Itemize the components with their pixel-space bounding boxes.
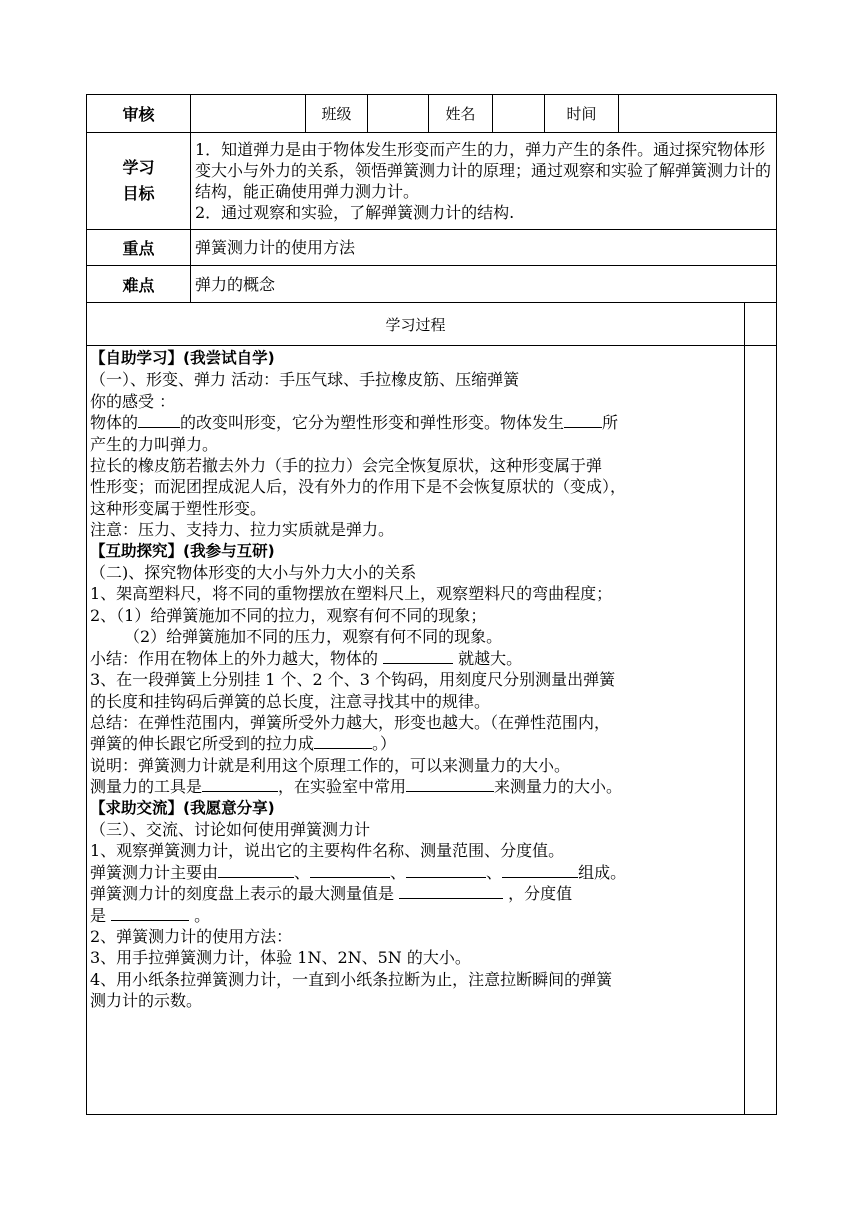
objectives-label-line2: 目标 [122,184,155,203]
self-study-line-2: 你的感受 ： [90,391,176,411]
explore-heading: 【互助探究】(我参与互研) [90,541,275,560]
key-point-text: 弹簧测力计的使用方法 [191,230,777,266]
text: 就越大。 [453,648,523,668]
time-field[interactable] [619,95,777,133]
class-label: 班级 [306,95,368,133]
share-line-8: 4、用小纸条拉弹簧测力计，一直到小纸条拉断为止，注意拉断瞬间的弹簧 [90,969,613,989]
process-body [87,346,745,1115]
blank-deformation-size[interactable] [383,648,453,664]
explore-line-11 [90,776,741,797]
self-study-line-7: 这种形变属于塑性形变。 [90,498,267,518]
explore-line-8: 总结：在弹性范围内，弹簧所受外力越大，形变也越大。（在弹性范围内， [90,712,611,732]
self-study-line-5: 拉长的橡皮筋若撤去外力（手的拉力）会完全恢复原状，这种形变属于弹 [90,456,603,476]
explore-line-6: 3、在一段弹簧上分别挂 1 个、2 个、3 个钩码，用刻度尺分别测量出弹簧 [90,670,616,690]
share-line-6: 2、弹簧测力计的使用方法： [90,926,293,946]
objectives-label [87,133,191,230]
text: 、 [390,862,407,882]
difficulty-text: 弹力的概念 [191,266,777,303]
process-title: 学习过程 [87,303,745,346]
text: 。 [189,905,211,925]
share-line-9: 测力计的示数。 [90,991,203,1011]
explore-line-7: 的长度和挂钩码后弹簧的总长度，注意寻找其中的规律。 [90,691,491,711]
study-guide-table [86,94,777,1115]
process-body-row [87,346,777,1115]
self-study-line-3 [90,412,741,433]
name-field[interactable] [493,95,545,133]
explore-line-4: （2）给弹簧施加不同的压力，观察有何不同的现象。 [124,627,503,647]
header-row [87,95,777,133]
text: 组成。 [578,862,627,882]
self-study-line-4: 产生的力叫弹力。 [90,434,219,454]
text: 所 [602,413,619,433]
blank-lab-tool[interactable] [406,776,494,792]
blank-component-4[interactable] [502,862,578,878]
text: 、 [294,862,311,882]
difficulty-row [87,266,777,303]
explore-line-9 [90,733,741,754]
explore-line-10: 说明：弹簧测力计就是利用这个原理工作的，可以来测量力的大小。 [90,755,571,775]
process-body-side-cell [745,346,777,1115]
text: 、 [486,862,503,882]
review-label: 审核 [87,95,191,133]
key-point-label: 重点 [87,230,191,266]
study-guide-sheet [86,94,776,1115]
name-label: 姓名 [429,95,493,133]
share-heading: 【求助交流】(我愿意分享) [90,798,275,817]
self-study-line-6: 性形变；而泥团捏成泥人后，没有外力的作用下是不会恢复原状的（变成）， [90,477,627,497]
self-study-heading: 【自助学习】(我尝试自学) [90,349,275,367]
blank-deformation[interactable] [138,412,180,428]
blank-proportion[interactable] [314,733,372,749]
blank-division-value[interactable] [111,905,189,921]
blank-component-3[interactable] [406,862,486,878]
objective-2: 2．通过观察和实验，了解弹簧测力计的结构. [195,203,515,222]
self-study-line-8: 注意：压力、支持力、拉力实质就是弹力。 [90,520,395,540]
objective-1: 1．知道弹力是由于物体发生形变而产生的力，弹力产生的条件。通过探究物体形变大小与外力的关系，领悟弹簧测力计的原理；通过观察和实验了解弹簧测力计的结构，能正确使用弹力测力计。 [195,140,772,201]
text: ，在实验室中常用 [278,777,407,797]
share-line-7: 3、用手拉弹簧测力计，体验 1N、2N、5N 的大小。 [90,948,471,968]
blank-max-range[interactable] [399,883,503,899]
blank-measuring-tool[interactable] [202,776,278,792]
text: 来测量力的大小。 [494,777,623,797]
review-field[interactable] [191,95,306,133]
text: 的改变叫形变，它分为塑性形变和弹性形变。物体发生 [180,413,565,433]
explore-line-3: 2、（1）给弹簧施加不同的拉力，观察有何不同的现象； [90,605,487,625]
time-label: 时间 [545,95,619,133]
share-line-5 [90,905,741,926]
share-line-2: 1、观察弹簧测力计，说出它的主要构件名称、测量范围、分度值。 [90,841,565,861]
difficulty-label: 难点 [87,266,191,303]
blank-component-1[interactable] [218,862,294,878]
self-study-line-1: （一）、形变、弹力 活动：手压气球、手拉橡皮筋、压缩弹簧 [90,370,520,390]
text: 弹簧测力计的刻度盘上表示的最大测量值是 [90,884,400,904]
text: 小结：作用在物体上的外力越大，物体的 [90,648,384,668]
explore-line-2: 1、架高塑料尺，将不同的重物摆放在塑料尺上，观察塑料尺的弯曲程度； [90,584,613,604]
blank-elastic-deformation[interactable] [564,412,602,428]
process-side-cell [745,303,777,346]
text: 。） [372,734,397,754]
text: 物体的 [90,413,139,433]
key-point-row [87,230,777,266]
text: 弹簧的伸长跟它所受到的拉力成 [90,734,315,754]
objectives-row [87,133,777,230]
share-line-4 [90,883,741,904]
explore-line-5 [90,648,741,669]
objectives-label-line1: 学习 [122,158,155,177]
text: 弹簧测力计主要由 [90,862,219,882]
text: 测量力的工具是 [90,777,203,797]
explore-line-1: （二)、探究物体形变的大小与外力大小的关系 [90,563,417,583]
share-line-3 [90,862,741,883]
blank-component-2[interactable] [310,862,390,878]
class-field[interactable] [368,95,429,133]
text: ，分度值 [503,884,573,904]
process-title-row [87,303,777,346]
objectives-text [191,133,777,230]
text: 是 [90,905,112,925]
share-line-1: （三）、交流、讨论如何使用弹簧测力计 [90,819,371,839]
